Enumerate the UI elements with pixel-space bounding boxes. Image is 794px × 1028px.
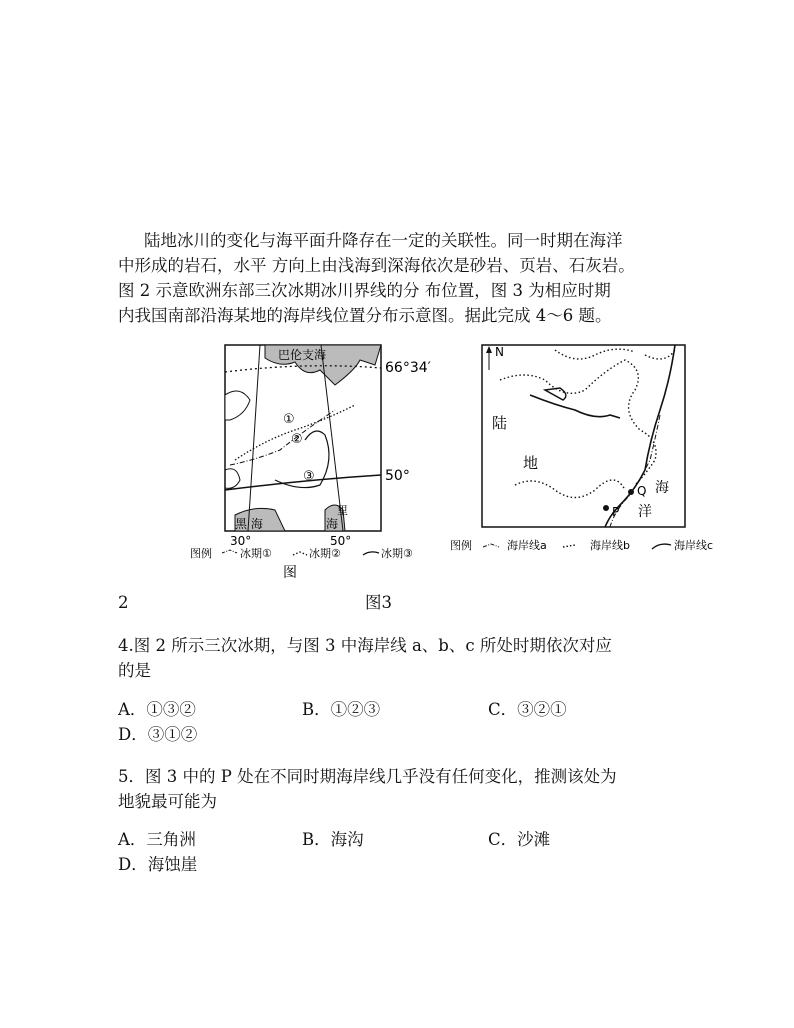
q4-stem-line-1: 4.图 2 所示三次冰期，与图 3 中海岸线 a、b、c 所处时期依次对应 bbox=[118, 636, 612, 655]
q5-stem-line-2: 地貌最可能为 bbox=[118, 792, 217, 811]
fig2-lon-left: 30° bbox=[230, 534, 252, 548]
fig2-caption-number: 2 bbox=[118, 593, 129, 612]
fig2-lat-mid: 50° bbox=[385, 468, 410, 484]
point-p bbox=[603, 505, 609, 511]
fig2-sea-right: 海 bbox=[326, 517, 339, 531]
q4-option-d: D．③①② bbox=[118, 725, 198, 744]
q5-option-a: A．三角洲 bbox=[118, 830, 196, 849]
fig2-sea-bottom: 黑 海 bbox=[235, 517, 263, 531]
fig3-sea-2: 洋 bbox=[638, 504, 652, 520]
figure-2-glacier-map bbox=[185, 340, 435, 585]
q4-option-a: A．①③② bbox=[118, 700, 196, 719]
figure-3-coastline-map bbox=[445, 340, 735, 570]
fig2-sea-right-2: 里 bbox=[337, 504, 348, 517]
intro-line-1: 陆地冰川的变化与海平面升降存在一定的关联性。同一时期在海洋 bbox=[144, 231, 623, 250]
fig2-legend-3: 冰期③ bbox=[381, 547, 413, 560]
q4-option-c: C．③②① bbox=[488, 700, 567, 719]
fig3-legend-2: 海岸线b bbox=[590, 539, 630, 552]
fig3-legend-3: 海岸线c bbox=[674, 539, 714, 552]
intro-line-3: 图 2 示意欧洲东部三次冰期冰川界线的分 布位置，图 3 为相应时期 bbox=[118, 281, 611, 300]
fig2-legend-title: 图例 bbox=[190, 547, 212, 560]
fig2-mark-1: ① bbox=[283, 412, 295, 427]
fig3-legend-title: 图例 bbox=[450, 539, 472, 552]
fig3-north: N bbox=[495, 345, 504, 359]
fig3-p-label: P bbox=[612, 505, 620, 519]
fig2-mark-3: ③ bbox=[303, 469, 315, 484]
q4-stem-line-2: 的是 bbox=[118, 661, 151, 680]
q5-option-d: D．海蚀崖 bbox=[118, 855, 198, 874]
fig2-legend-2: 冰期② bbox=[309, 547, 341, 560]
q5-option-c: C．沙滩 bbox=[488, 830, 551, 849]
point-q bbox=[628, 489, 634, 495]
q5-option-b: B．海沟 bbox=[302, 830, 364, 849]
fig3-land-2: 地 bbox=[523, 454, 539, 472]
fig3-caption: 图3 bbox=[365, 593, 392, 612]
fig2-mark-2: ② bbox=[291, 432, 303, 447]
q5-stem-line-1: 5．图 3 中的 P 处在不同时期海岸线几乎没有任何变化，推测该处为 bbox=[118, 767, 617, 786]
fig2-sea-top: 巴伦支海 bbox=[278, 348, 327, 362]
fig3-sea-1: 海 bbox=[655, 480, 669, 496]
fig2-lat-top: 66°34′ bbox=[385, 360, 431, 376]
fig2-lon-right: 50° bbox=[330, 534, 352, 548]
fig3-land-1: 陆 bbox=[492, 414, 508, 432]
fig3-q-label: Q bbox=[637, 484, 647, 498]
fig3-legend-1: 海岸线a bbox=[507, 539, 547, 552]
fig2-legend-1: 冰期① bbox=[240, 547, 272, 560]
q4-option-b: B．①②③ bbox=[302, 700, 381, 719]
fig2-caption: 图 bbox=[283, 565, 297, 581]
intro-line-2: 中形成的岩石，水平 方向上由浅海到深海依次是砂岩、页岩、石灰岩。 bbox=[118, 256, 635, 275]
intro-line-4: 内我国南部沿海某地的海岸线位置分布示意图。据此完成 4～6 题。 bbox=[118, 306, 612, 325]
